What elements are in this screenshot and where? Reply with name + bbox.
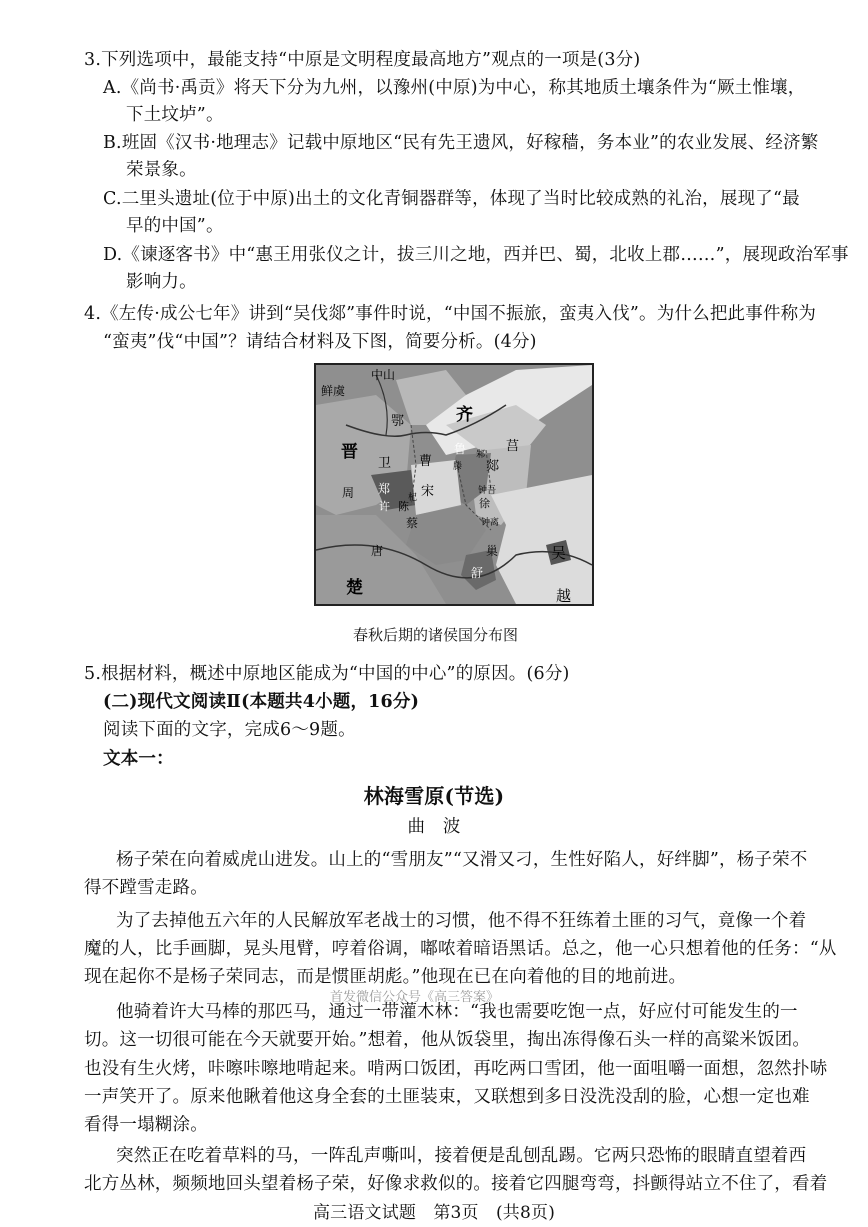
article-p2-line3: 现在起你不是杨子荣同志，而是惯匪胡彪。”他现在已在向着他的目的地前进。 <box>84 967 687 987</box>
q4-line1: 4.《左传·成公七年》讲到“吴伐郯”事件时说，“中国不振旅，蛮夷入伐”。为什么把此事件称为 <box>84 304 817 324</box>
label-xianyu: 鲜虞 <box>321 384 346 398</box>
label-zhongshan: 中山 <box>371 368 396 382</box>
label-qi: 齐 <box>456 405 473 425</box>
article-p2-line2: 魔的人，比手画脚，晃头甩臂，哼着俗调，嘟哝着暗语黑话。总之，他一心只想着他的任务：“从 <box>84 939 837 959</box>
article-p2-line1: 为了去掉他五六年的人民解放军老战士的习惯，他不得不狂练着土匪的习气，竟像一个着 <box>116 911 807 931</box>
q3-option-b-line1: B.班固《汉书·地理志》记载中原地区“民有先王遗风，好稼穑，务本业”的农业发展、经济繁 <box>103 133 819 153</box>
watermark: 首发微信公众号《高三答案》 <box>330 990 500 1005</box>
section-heading: (二)现代文阅读Ⅱ(本题共4小题，16分) <box>103 692 420 712</box>
article-p3-line4: 一声笑开了。原来他瞅着他这身全套的土匪装束，又联想到多日没洗没刮的脸，心想一定也难 <box>84 1087 810 1107</box>
label-qii: 杞 <box>408 493 418 503</box>
q5-stem: 5.根据材料，概述中原地区能成为“中国的中心”的原因。(6分) <box>84 664 570 684</box>
article-author: 曲 波 <box>407 817 461 837</box>
q3-option-d-line2: 影响力。 <box>126 272 197 292</box>
q3-option-a-line1: A.《尚书·禹贡》将天下分为九州，以豫州(中原)为中心，称其地质土壤条件为“厥土惟壤， <box>103 78 806 98</box>
section-instruction: 阅读下面的文字，完成6～9题。 <box>103 720 356 740</box>
article-p4-line2: 北方丛林，频频地回头望着杨子荣，好像求救似的。接着它四腿弯弯，抖颤得站立不住了，看着 <box>84 1174 828 1194</box>
label-ju: 莒 <box>506 439 520 454</box>
label-zheng: 郑 <box>378 482 391 496</box>
q3-option-c-line1: C.二里头遗址(位于中原)出土的文化青铜器群等，体现了当时比较成熟的礼治，展现了“最 <box>103 189 800 209</box>
label-chao: 巢 <box>486 544 499 558</box>
label-song: 宋 <box>421 484 435 499</box>
article-p1-line2: 得不蹚雪走路。 <box>84 878 208 898</box>
label-cao: 曹 <box>419 454 433 469</box>
label-shu: 舒 <box>471 566 484 580</box>
q3-stem: 3.下列选项中，最能支持“中原是文明程度最高地方”观点的一项是(3分) <box>84 50 641 70</box>
article-p4-line1: 突然正在吃着草料的马，一阵乱声嘶叫，接着便是乱刨乱踢。它两只恐怖的眼睛直望着西 <box>116 1146 807 1166</box>
spring-autumn-states-map <box>314 363 594 606</box>
page-footer: 高三语文试题 第3页 (共8页) <box>312 1203 556 1223</box>
q3-option-a-line2: 下土坟垆”。 <box>126 105 224 125</box>
label-chu: 楚 <box>346 578 363 598</box>
label-tan: 郯 <box>486 459 500 474</box>
label-tang: 唐 <box>371 544 384 558</box>
label-chen: 陈 <box>398 500 409 513</box>
label-xu2: 徐 <box>479 497 490 510</box>
q3-option-c-line2: 早的中国”。 <box>126 216 224 236</box>
label-e: 鄂 <box>391 414 405 429</box>
label-zhou: 周 <box>342 486 355 500</box>
label-teng: 滕 <box>453 462 463 472</box>
article-title: 林海雪原(节选) <box>363 784 505 808</box>
map-caption: 春秋后期的诸侯国分布图 <box>353 626 519 644</box>
article-p3-line5: 看得一塌糊涂。 <box>84 1115 208 1135</box>
text-one-label: 文本一： <box>103 749 174 769</box>
label-jin: 晋 <box>341 442 358 462</box>
wu-region <box>491 475 592 604</box>
q3-option-d-line1: D.《谏逐客书》中“惠王用张仪之计，拔三川之地，西并巴、蜀，北收上郡……”，展现政治军事 <box>103 245 849 265</box>
article-p3-line3: 也没有生火烤，咔嚓咔嚓地啃起来。啃两口饭团，再吃两口雪团，他一面咀嚼一面想，忽然扑哧 <box>84 1059 828 1079</box>
label-wu: 吴 <box>551 544 567 562</box>
q3-option-b-line2: 荣景象。 <box>126 160 197 180</box>
label-zhongwu: 钟吾 <box>478 486 497 496</box>
label-zhongli: 钟离 <box>481 518 500 528</box>
q4-line2: “蛮夷”伐“中国”？请结合材料及下图，简要分析。(4分) <box>103 332 537 352</box>
article-p3-line2: 切。这一切很可能在今天就要开始。”想着，他从饭袋里，掏出冻得像石头一样的高粱米饭团。 <box>84 1030 811 1050</box>
article-p3-line1: 他骑着许大马棒的那匹马，通过一带灌木林：“我也需要吃饱一点，好应付可能发生的一 <box>116 1002 798 1022</box>
label-zhu: 邾 <box>476 450 486 460</box>
article-p1-line1: 杨子荣在向着威虎山进发。山上的“雪朋友”“又滑又刁，生性好陷人，好绊脚”，杨子荣不 <box>116 850 808 870</box>
label-wei: 卫 <box>378 456 392 471</box>
map-graphic <box>316 365 592 604</box>
label-lu: 鲁 <box>454 442 467 456</box>
label-xu: 许 <box>379 500 390 513</box>
label-yue: 越 <box>556 587 572 604</box>
label-cai: 蔡 <box>406 516 419 530</box>
